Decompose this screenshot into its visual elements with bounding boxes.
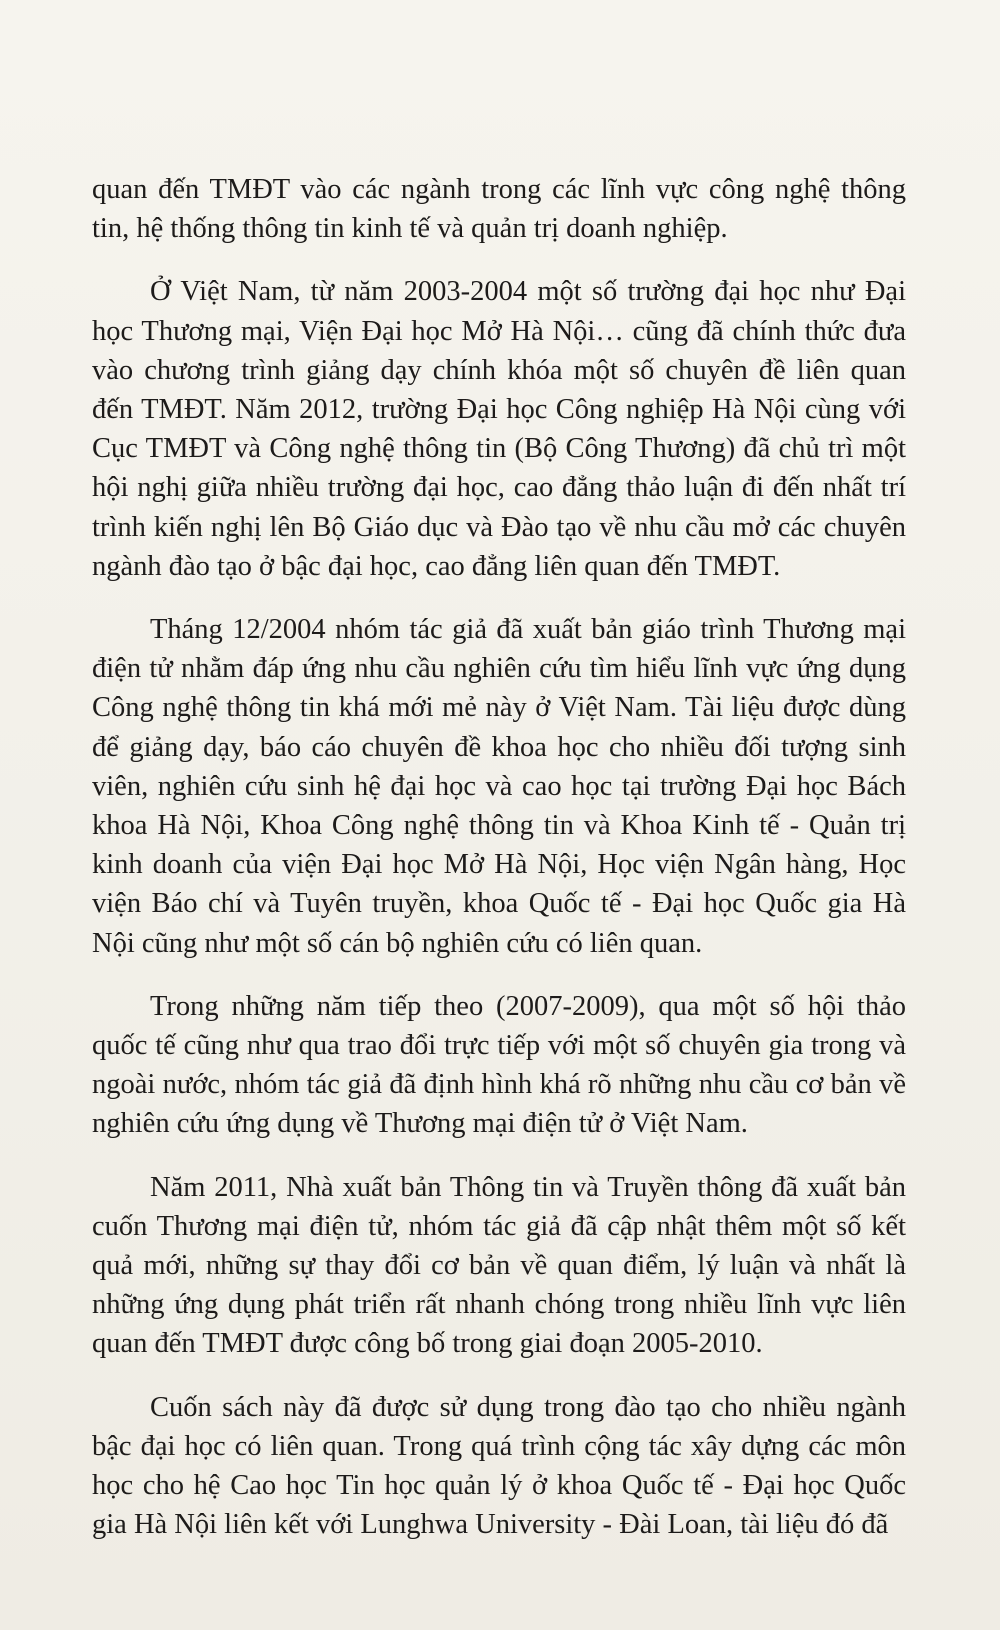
body-text [92,170,906,1545]
paragraph-book-usage: Cuốn sách này đã được sử dụng trong đào tạo cho nhiều ngành bậc đại học có liên quan. Trong quá trình cộng tác xây dựng các môn học cho hệ Cao học Tin học quản lý ở khoa Quốc tế - Đại học Quốc gia Hà Nội liên kết với Lunghwa University - Đài Loan, tài liệu đó đã [92,1391,906,1541]
paragraph-textbook-2004: Tháng 12/2004 nhóm tác giả đã xuất bản giáo trình Thương mại điện tử nhằm đáp ứng nhu cầu nghiên cứu tìm hiểu lĩnh vực ứng dụng Công nghệ thông tin khá mới mẻ này ở Việt Nam. Tài liệu được dùng để giảng dạy, báo cáo chuyên đề khoa học cho nhiều đối tượng sinh viên, nghiên cứu sinh hệ đại học và cao học tại trường Đại học Bách khoa Hà Nội, Khoa Công nghệ thông tin và Khoa Kinh tế - Quản trị kinh doanh của viện Đại học Mở Hà Nội, Học viện Ngân hàng, Học viện Báo chí và Tuyên truyền, khoa Quốc tế - Đại học Quốc gia Hà Nội cũng như một số cán bộ nghiên cứu có liên quan. [92,614,906,959]
paragraph-vietnam-universities: Ở Việt Nam, từ năm 2003-2004 một số trường đại học như Đại học Thương mại, Viện Đại học Mở Hà Nội… cũng đã chính thức đưa vào chương trình giảng dạy chính khóa một số chuyên đề liên quan đến TMĐT. Năm 2012, trường Đại học Công nghiệp Hà Nội cùng với Cục TMĐT và Công nghệ thông tin (Bộ Công Thương) đã chủ trì một hội nghị giữa nhiều trường đại học, cao đẳng thảo luận đi đến nhất trí trình kiến nghị lên Bộ Giáo dục và Đào tạo về nhu cầu mở các chuyên ngành đào tạo ở bậc đại học, cao đẳng liên quan đến TMĐT. [92,276,906,582]
paragraph-2007-2009: Trong những năm tiếp theo (2007-2009), qua một số hội thảo quốc tế cũng như qua trao đổi trực tiếp với một số chuyên gia trong và ngoài nước, nhóm tác giả đã định hình khá rõ những nhu cầu cơ bản về nghiên cứu ứng dụng về Thương mại điện tử ở Việt Nam. [92,990,906,1140]
paragraph-continuation: quan đến TMĐT vào các ngành trong các lĩnh vực công nghệ thông tin, hệ thống thông tin kinh tế và quản trị doanh nghiệp. [92,174,906,245]
paragraph-2011-edition: Năm 2011, Nhà xuất bản Thông tin và Truyền thông đã xuất bản cuốn Thương mại điện tử, nhóm tác giả đã cập nhật thêm một số kết quả mới, những sự thay đổi cơ bản về quan điểm, lý luận và nhất là những ứng dụng phát triển rất nhanh chóng trong nhiều lĩnh vực liên quan đến TMĐT được công bố trong giai đoạn 2005-2010. [92,1171,906,1360]
